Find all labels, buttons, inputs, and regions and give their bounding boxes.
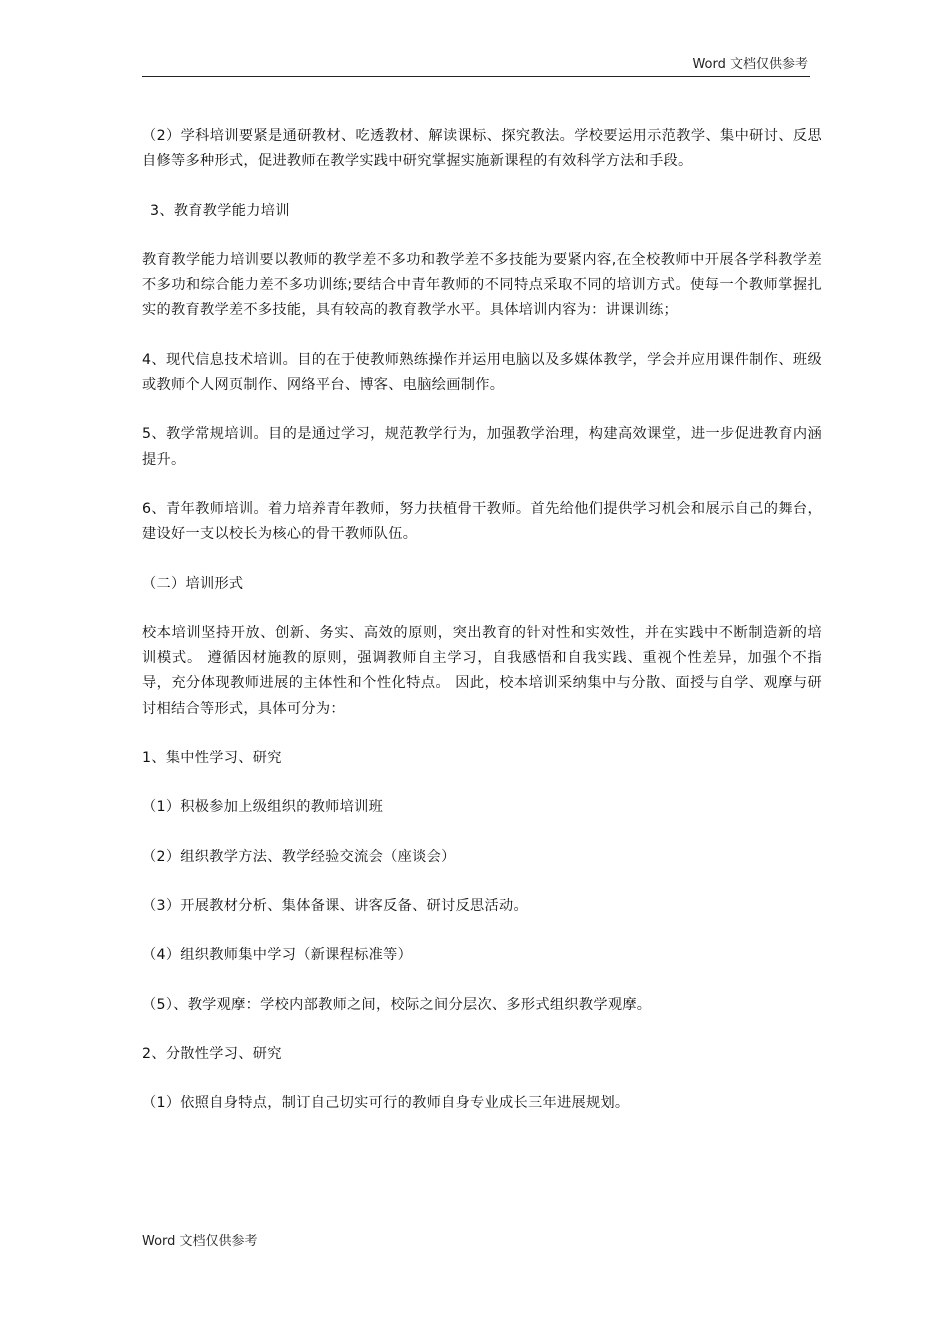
- header-text: Word 文档仅供参考: [692, 57, 808, 72]
- heading-training-forms: （二）培训形式: [142, 575, 244, 592]
- heading-decentralized-study: 2、分散性学习、研究: [142, 1045, 282, 1062]
- heading-centralized-study: 1、集中性学习、研究: [142, 750, 282, 767]
- paragraph-young-teacher-training: 6、青年教师培训。着力培养青年教师，努力扶植骨干教师。首先给他们提供学习机会和展示自己的舞台，建设好一支以校长为核心的骨干教师队伍。: [142, 500, 822, 543]
- page-header: [142, 56, 810, 77]
- document-body: [142, 124, 822, 1140]
- paragraph-training-forms: 校本培训坚持开放、创新、务实、高效的原则，突出教育的针对性和实效性，并在实践中不断制造新的培训模式。 遵循因材施教的原则，强调教师自主学习，自我感悟和自我实践、重视个性差异，加强个不指导，充分体现教师进展的主体性和个性化特点。 因此，校本培训采纳集中与分散、面授与自学、观摩与研讨相结合等形式，具体可分为：: [142, 624, 822, 717]
- list-item-4: （4）组织教师集中学习（新课程标准等）: [142, 947, 413, 964]
- paragraph-it-training: 4、现代信息技术培训。目的在于使教师熟练操作并运用电脑以及多媒体教学，学会并应用课件制作、班级或教师个人网页制作、网络平台、博客、电脑绘画制作。: [142, 351, 822, 394]
- list-item-1: （1）积极参加上级组织的教师培训班: [142, 799, 384, 816]
- heading-teaching-ability: 3、教育教学能力培训: [150, 202, 290, 219]
- paragraph-subject-training: （2）学科培训要紧是通研教材、吃透教材、解读课标、探究教法。学校要运用示范教学、集中研讨、反思自修等多种形式，促进教师在教学实践中研究掌握实施新课程的有效科学方法和手段。: [142, 128, 822, 170]
- list-item-2: （2）组织教学方法、教学经验交流会（座谈会）: [142, 848, 456, 865]
- paragraph-routine-training: 5、教学常规培训。目的是通过学习，规范教学行为，加强教学治理，构建高效课堂，进一步促进教育内涵提升。: [142, 426, 822, 468]
- list-item-decentralized-1: （1）依照自身特点，制订自己切实可行的教师自身专业成长三年进展规划。: [142, 1095, 630, 1112]
- page-footer: Word 文档仅供参考: [142, 1234, 258, 1249]
- list-item-3: （3）开展教材分析、集体备课、讲客反备、研讨反思活动。: [142, 897, 529, 914]
- paragraph-teaching-ability: 教育教学能力培训要以教师的教学差不多功和教学差不多技能为要紧内容,在全校教师中开展各学科教学差不多功和综合能力差不多功训练;要结合中青年教师的不同特点采取不同的培训方式。使每一个教师掌握扎实的教育教学差不多技能，具有较高的教育教学水平。具体培训内容为：讲课训练；: [142, 251, 822, 319]
- list-item-5: （5）、教学观摩：学校内部教师之间，校际之间分层次、多形式组织教学观摩。: [142, 996, 652, 1013]
